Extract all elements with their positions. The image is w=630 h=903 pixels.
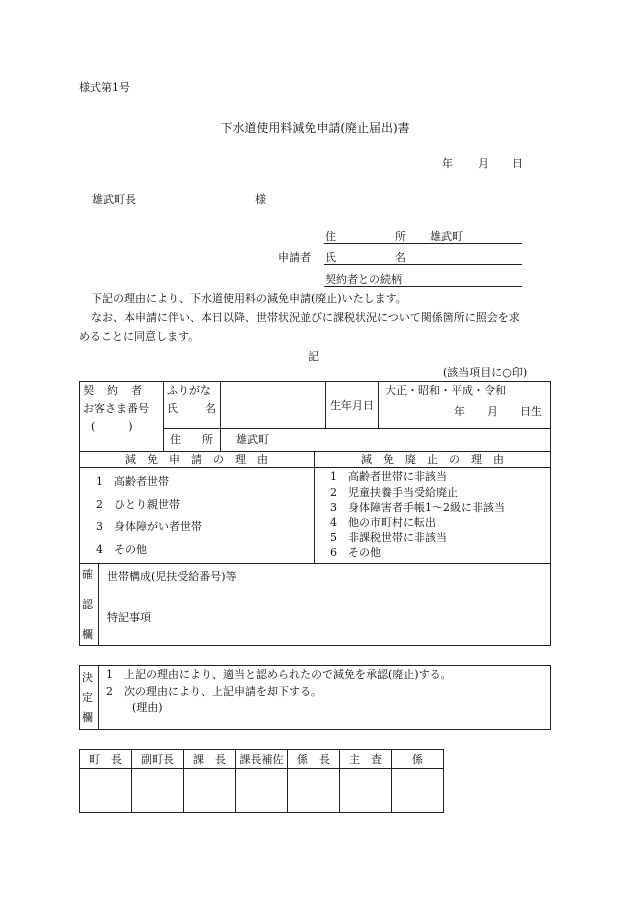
household-composition-label: 世帯構成(児扶受給番号)等 — [107, 570, 237, 583]
approval-header-assistant-chief: 課長補佐 — [236, 750, 288, 769]
applicant-address-label-1: 住 — [325, 230, 336, 243]
contract-label-2: お客さま番号 — [83, 402, 149, 415]
applicant-label: 申請者 — [278, 251, 311, 264]
table-line — [378, 381, 379, 428]
note-mark: (該当項目に○印) — [443, 366, 528, 379]
table-line — [79, 563, 551, 564]
addressee-honorific: 様 — [255, 193, 266, 206]
address-label-2: 所 — [202, 433, 213, 446]
reduction-reason: 1 高齢者世帯 — [96, 475, 169, 488]
name-label-1: 氏 — [167, 402, 178, 415]
confirm-char: 欄 — [82, 628, 93, 641]
body-line-3: めることに同意します。 — [79, 330, 200, 343]
approval-header-subsection-chief: 係 長 — [288, 750, 340, 769]
applicant-name-label-2: 名 — [395, 251, 406, 264]
approval-stamp-cell — [288, 769, 340, 813]
abolition-reason: 4 他の市町村に転出 — [330, 516, 436, 529]
approval-stamp-cell — [236, 769, 288, 813]
abolition-reason: 1 高齢者世帯に非該当 — [330, 470, 447, 483]
abolition-reason: 5 非課税世帯に非該当 — [330, 531, 447, 544]
addressee-name: 雄武町長 — [92, 193, 136, 206]
approval-header-staff: 係 — [392, 750, 444, 769]
special-notes-label: 特記事項 — [107, 611, 151, 624]
date-year-label: 年 — [442, 157, 453, 170]
decision-line-2: 2 次の理由により、上記申請を却下する。 — [106, 685, 322, 698]
date-month-label: 月 — [478, 157, 489, 170]
abolition-header: 減 免 廃 止 の 理 由 — [361, 453, 504, 466]
birth-ymd: 年 月 日生 — [454, 405, 542, 418]
approval-stamp-cell — [392, 769, 444, 813]
approval-table — [79, 749, 444, 813]
approval-header-deputy-mayor: 副町長 — [132, 750, 184, 769]
table-line — [163, 381, 164, 451]
table-line — [163, 428, 551, 429]
applicant-address-label-2: 所 — [395, 230, 406, 243]
contract-paren: ( ) — [91, 420, 133, 433]
approval-header-chief-clerk: 主 査 — [340, 750, 392, 769]
document-title: 下水道使用料減免申請(廃止届出)書 — [220, 121, 410, 135]
name-label-2: 名 — [205, 402, 216, 415]
abolition-reason: 6 その他 — [330, 546, 381, 559]
decision-reason-label: (理由) — [132, 701, 163, 714]
decision-char: 決 — [82, 671, 93, 684]
name-underline — [324, 264, 522, 265]
address-underline — [324, 243, 522, 244]
decision-divider — [98, 665, 99, 730]
furigana-label: ふりがな — [167, 384, 211, 397]
decision-char: 欄 — [82, 711, 93, 724]
table-line — [79, 451, 551, 452]
decision-line-1: 1 上記の理由により、適当と認められたので減免を承認(廃止)する。 — [106, 668, 452, 681]
decision-char: 定 — [82, 691, 93, 704]
approval-stamp-cell — [340, 769, 392, 813]
body-line-2: なお、本申請に伴い、本日以降、世帯状況並びに課税状況について関係箇所に照会を求 — [91, 311, 520, 324]
abolition-reason: 3 身体障害者手帳1～2級に非該当 — [330, 501, 505, 514]
ki-mark: 記 — [308, 350, 319, 363]
birth-label: 生年月日 — [330, 399, 374, 412]
birth-eras: 大正・昭和・平成・令和 — [385, 384, 506, 397]
approval-stamp-cell — [184, 769, 236, 813]
reduction-reason: 3 身体障がい者世帯 — [96, 520, 202, 533]
applicant-address-value: 雄武町 — [430, 230, 463, 243]
relation-underline — [324, 286, 522, 287]
reduction-reason: 4 その他 — [96, 543, 147, 556]
approval-header-section-chief: 課 長 — [184, 750, 236, 769]
form-number: 様式第1号 — [79, 81, 130, 94]
approval-header-mayor: 町 長 — [80, 750, 132, 769]
table-line — [220, 381, 221, 451]
applicant-name-label-1: 氏 — [325, 251, 336, 264]
applicant-relation-label: 契約者との続柄 — [325, 273, 402, 286]
abolition-reason: 2 児童扶養手当受給廃止 — [330, 486, 458, 499]
approval-stamp-cell — [80, 769, 132, 813]
approval-stamp-cell — [132, 769, 184, 813]
date-day-label: 日 — [512, 157, 523, 170]
reduction-header: 減 免 申 請 の 理 由 — [125, 453, 268, 466]
confirm-char: 確 — [82, 568, 93, 581]
body-line-1: 下記の理由により、下水道使用料の減免申請(廃止)いたします。 — [91, 292, 407, 305]
table-line — [98, 563, 99, 646]
table-line — [79, 467, 551, 468]
address-value: 雄武町 — [236, 433, 269, 446]
address-label-1: 住 — [170, 433, 181, 446]
reduction-reason: 2 ひとり親世帯 — [96, 498, 180, 511]
contract-label-1: 契 約 者 — [83, 384, 143, 397]
table-line — [314, 451, 315, 563]
table-line — [325, 381, 326, 428]
confirm-char: 認 — [82, 598, 93, 611]
